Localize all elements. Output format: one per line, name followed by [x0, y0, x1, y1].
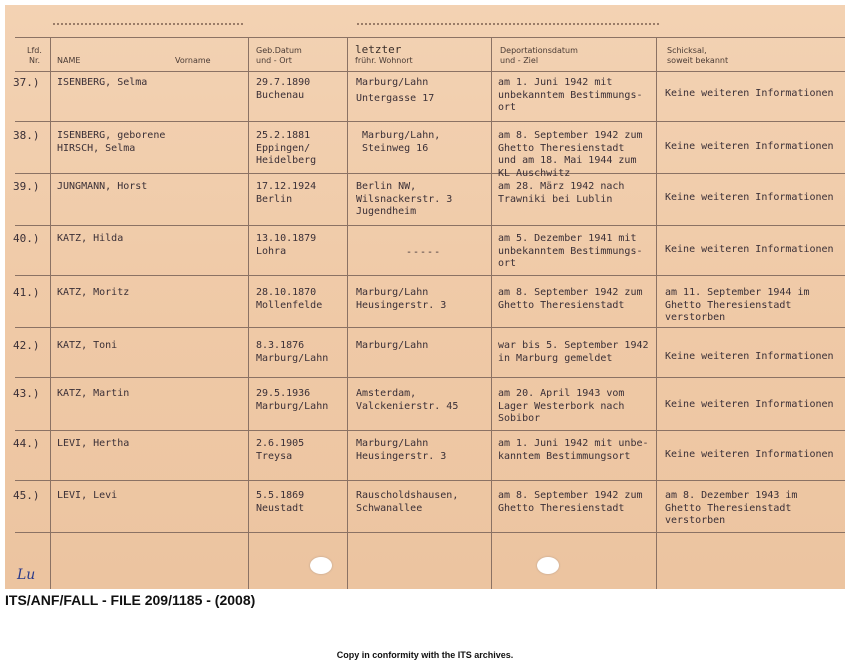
- row-number: 41.): [13, 286, 40, 299]
- birth-date-place: Marburg/Lahn: [256, 400, 329, 412]
- fate-info: verstorben: [665, 515, 726, 526]
- header-lfd: Lfd.: [27, 46, 42, 55]
- deportation-info: am 1. Juni 1942 mit: [498, 77, 613, 88]
- deportation-info: ort: [498, 102, 517, 113]
- row-divider: [15, 225, 845, 226]
- header-wohnort: frühr. Wohnort: [355, 56, 413, 65]
- fate-info: Keine weiteren Informationen: [665, 192, 834, 203]
- last-residence: Heusingerstr. 3: [356, 450, 447, 462]
- fate-info: am 11. September 1944 im: [665, 287, 810, 298]
- last-residence: Rauscholdshausen,: [356, 490, 459, 501]
- fate-info: Keine weiteren Informationen: [665, 449, 834, 460]
- birth-date-place: 29.7.1890: [256, 77, 311, 88]
- last-residence: -----: [406, 247, 442, 258]
- last-residence: Jugendheim: [356, 206, 417, 217]
- last-residence: Schwanallee: [356, 502, 423, 514]
- deportation-info: KL Auschwitz: [498, 167, 571, 179]
- column-divider: [347, 37, 348, 589]
- last-residence: Marburg/Lahn: [356, 438, 429, 449]
- deportation-info: Trawniki bei Lublin: [498, 193, 613, 205]
- row-divider: [15, 121, 845, 122]
- file-label: ITS/ANF/FALL - FILE 209/1185 - (2008): [5, 592, 256, 608]
- row-divider: [15, 377, 845, 378]
- punch-hole: [537, 557, 559, 574]
- deportation-info: Sobibor: [498, 413, 541, 424]
- deportation-info: am 28. März 1942 nach: [498, 181, 625, 192]
- column-divider: [656, 37, 657, 589]
- deportation-info: unbekanntem Bestimmungs-: [498, 89, 643, 101]
- person-name: LEVI, Levi: [57, 490, 118, 501]
- birth-date-place: Treysa: [256, 450, 293, 462]
- person-name: KATZ, Martin: [57, 388, 130, 399]
- birth-date-place: Berlin: [256, 193, 293, 205]
- row-divider: [15, 430, 845, 431]
- fate-info: Ghetto Theresienstadt: [665, 299, 792, 311]
- row-number: 44.): [13, 437, 40, 450]
- column-divider: [50, 37, 51, 589]
- last-residence: Valckenierstr. 45: [356, 400, 459, 412]
- row-divider: [15, 480, 845, 481]
- last-residence: Marburg/Lahn,: [362, 130, 441, 141]
- row-number: 39.): [13, 180, 40, 193]
- deportation-info: Ghetto Theresienstadt: [498, 142, 625, 154]
- birth-date-place: 29.5.1936: [256, 388, 311, 399]
- deportation-info: am 8. September 1942 zum: [498, 490, 643, 501]
- birth-date-place: 13.10.1879: [256, 233, 317, 244]
- column-divider: [491, 37, 492, 589]
- deportation-info: am 8. September 1942 zum: [498, 130, 643, 141]
- row-number: 40.): [13, 232, 40, 245]
- header-soweit: soweit bekannt: [667, 56, 729, 65]
- birth-date-place: Mollenfelde: [256, 299, 323, 311]
- deportation-info: am 1. Juni 1942 mit unbe-: [498, 438, 649, 449]
- deportation-info: war bis 5. September 1942: [498, 340, 649, 351]
- row-number: 43.): [13, 387, 40, 400]
- fate-info: Keine weiteren Informationen: [665, 399, 834, 410]
- row-divider: [15, 37, 845, 38]
- last-residence: Untergasse 17: [356, 93, 435, 104]
- header-geb-datum: Geb.Datum: [256, 46, 302, 55]
- birth-date-place: Eppingen/: [256, 142, 311, 154]
- fate-info: Ghetto Theresienstadt: [665, 502, 792, 514]
- header-name: NAME: [57, 56, 81, 65]
- row-number: 38.): [13, 129, 40, 142]
- birth-date-place: 5.5.1869: [256, 490, 305, 501]
- header-und-ziel: und - Ziel: [500, 56, 539, 65]
- row-divider: [15, 532, 845, 533]
- row-number: 37.): [13, 76, 40, 89]
- birth-date-place: Heidelberg: [256, 155, 317, 166]
- deportation-info: Lager Westerbork nach: [498, 400, 625, 412]
- handwritten-initials: Lu: [17, 567, 36, 583]
- deportation-info: ort: [498, 258, 517, 269]
- header-letzter: letzter: [355, 43, 402, 56]
- deportation-info: in Marburg gemeldet: [498, 352, 613, 364]
- column-divider: [248, 37, 249, 589]
- archive-footer: Copy in conformity with the ITS archives.: [336, 650, 514, 660]
- last-residence: Marburg/Lahn: [356, 287, 429, 298]
- birth-date-place: 2.6.1905: [256, 438, 305, 449]
- person-name: JUNGMANN, Horst: [57, 181, 148, 192]
- deportation-info: kanntem Bestimmungsort: [498, 450, 631, 462]
- person-name: ISENBERG, geborene HIRSCH, Selma: [57, 130, 166, 154]
- person-name: KATZ, Hilda: [57, 233, 124, 244]
- deportation-info: unbekanntem Bestimmungs-: [498, 245, 643, 257]
- last-residence: Marburg/Lahn: [356, 77, 429, 88]
- person-name: ISENBERG, Selma: [57, 77, 148, 88]
- header-nr: Nr.: [29, 56, 41, 65]
- deportation-info: am 5. Dezember 1941 mit: [498, 233, 637, 244]
- deportation-info: und am 18. Mai 1944 zum: [498, 155, 637, 166]
- birth-date-place: Marburg/Lahn: [256, 352, 329, 364]
- punch-hole: [310, 557, 332, 574]
- deportation-info: Ghetto Theresienstadt: [498, 502, 625, 514]
- last-residence: Wilsnackerstr. 3: [356, 193, 453, 205]
- birth-date-place: 17.12.1924: [256, 181, 317, 192]
- person-name: KATZ, Moritz: [57, 287, 130, 298]
- header-schicksal: Schicksal,: [667, 46, 707, 55]
- deportation-info: Ghetto Theresienstadt: [498, 299, 625, 311]
- last-residence: Berlin NW,: [356, 181, 417, 192]
- deportation-info: am 8. September 1942 zum: [498, 287, 643, 298]
- fate-info: verstorben: [665, 312, 726, 323]
- birth-date-place: 28.10.1870: [256, 287, 317, 298]
- header-und-ort: und - Ort: [256, 56, 292, 65]
- person-name: LEVI, Hertha: [57, 438, 130, 449]
- birth-date-place: Buchenau: [256, 89, 305, 101]
- last-residence: Marburg/Lahn: [356, 340, 429, 351]
- birth-date-place: 25.2.1881: [256, 130, 311, 141]
- last-residence: Heusingerstr. 3: [356, 299, 447, 311]
- row-divider: [15, 275, 845, 276]
- row-number: 45.): [13, 489, 40, 502]
- fate-info: Keine weiteren Informationen: [665, 244, 834, 255]
- birth-date-place: 8.3.1876: [256, 340, 305, 351]
- last-residence: Amsterdam,: [356, 388, 417, 399]
- birth-date-place: Lohra: [256, 245, 287, 257]
- fate-info: Keine weiteren Informationen: [665, 141, 834, 152]
- row-number: 42.): [13, 339, 40, 352]
- fate-info: Keine weiteren Informationen: [665, 88, 834, 99]
- row-divider: [15, 71, 845, 72]
- header-vorname: Vorname: [175, 56, 211, 65]
- dotted-line: [53, 17, 243, 25]
- fate-info: Keine weiteren Informationen: [665, 351, 834, 362]
- deportation-info: am 20. April 1943 vom: [498, 388, 625, 399]
- fate-info: am 8. Dezember 1943 im: [665, 490, 798, 501]
- header-deportationsdatum: Deportationsdatum: [500, 46, 578, 55]
- last-residence: Steinweg 16: [362, 142, 429, 154]
- row-divider: [15, 173, 845, 174]
- person-name: KATZ, Toni: [57, 340, 118, 351]
- birth-date-place: Neustadt: [256, 502, 305, 514]
- row-divider: [15, 327, 845, 328]
- dotted-line: [357, 17, 659, 25]
- document-page: [5, 5, 845, 589]
